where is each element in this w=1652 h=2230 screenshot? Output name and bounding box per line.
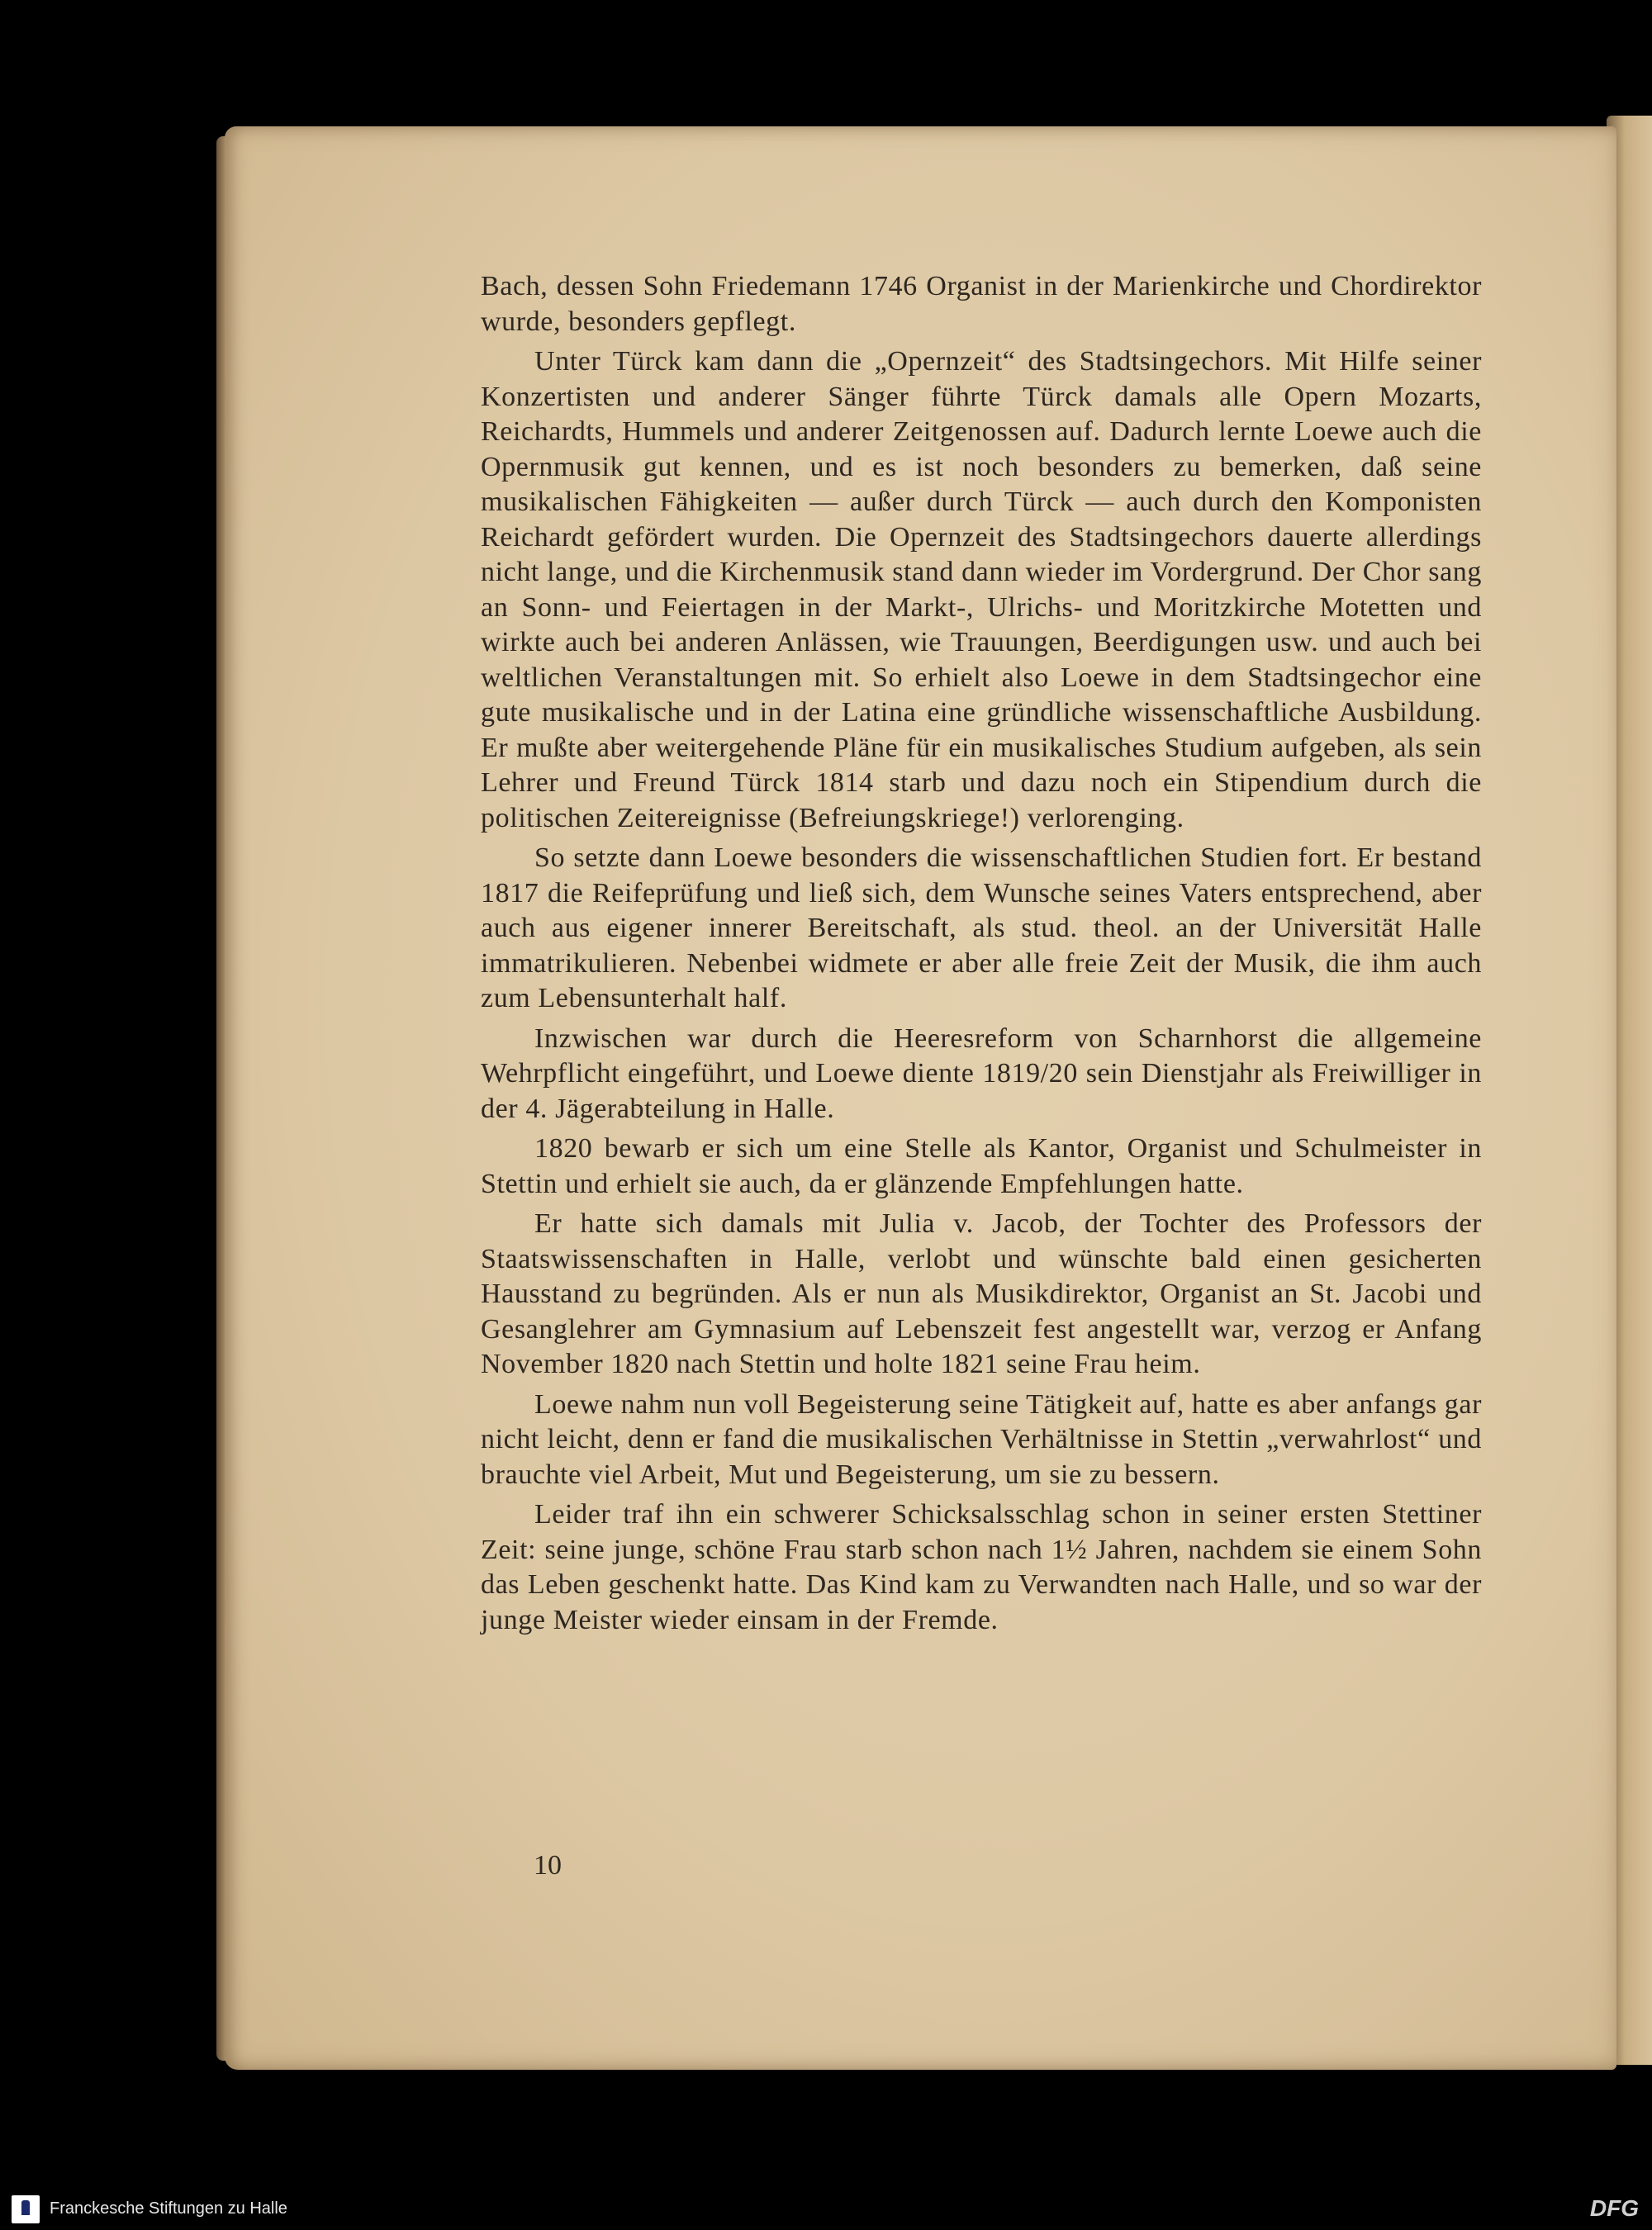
paragraph: 1820 bewarb er sich um eine Stelle als Kantor, Organist und Schulmeister in Stettin und erhielt sie auch, da er glänzende Empfehlungen hatte.: [481, 1133, 1482, 1199]
page-number: 10: [534, 1850, 562, 1881]
paragraph: So setzte dann Loewe besonders die wissenschaftlichen Studien fort. Er bestand 1817 die Reifeprüfung und ließ sich, dem Wunsche seines Vaters entsprechend, aber auch aus eigener innerer Bereitschaft, als stud. theol. an der Universität Halle immatrikulieren. Nebenbei widmete er aber alle freie Zeit der Musik, die ihm auch zum Lebensunterhalt half.: [481, 842, 1482, 1013]
franckesche-stiftungen-logo-icon[interactable]: [12, 2195, 40, 2223]
paragraph: Loewe nahm nun voll Begeisterung seine Tätigkeit auf, hatte es aber anfangs gar nicht leicht, denn er fand die musikalischen Verhältnisse in Stettin „verwahrlost“ und brauchte viel Arbeit, Mut und Begeisterung, um sie zu bessern.: [481, 1388, 1482, 1490]
viewer-footer: [0, 2189, 1652, 2230]
footer-institution-label: Franckesche Stiftungen zu Halle: [50, 2199, 287, 2218]
body-text: [481, 269, 1482, 1643]
paragraph: Inzwischen war durch die Heeresreform von Scharnhorst die allgemeine Wehrpflicht eingeführt, und Loewe diente 1819/20 sein Dienstjahr als Freiwilliger in der 4. Jägerabteilung in Halle.: [481, 1022, 1482, 1124]
dfg-logo[interactable]: DFG: [1589, 2195, 1639, 2221]
paragraph: Unter Türck kam dann die „Opernzeit“ des Stadtsingechors. Mit Hilfe seiner Konzertisten und anderer Sänger führte Türck damals alle Opern Mozarts, Reichardts, Hummels und anderer Zeitgenossen auf. Dadurch lernte Loewe auch die Opernmusik gut kennen, und es ist noch besonders zu bemerken, daß seine musikalischen Fähigkeiten — außer durch Türck — auch durch den Komponisten Reichardt gefördert wurden. Die Opernzeit des Stadtsingechors dauerte allerdings nicht lange, und die Kirchenmusik stand dann wieder im Vordergrund. Der Chor sang an Sonn- und Feiertagen in der Markt-, Ulrichs- und Moritzkirche Motetten und wirkte auch bei anderen Anlässen, wie Trauungen, Beerdigungen usw. und auch bei weltlichen Veranstaltungen mit. So erhielt also Loewe in dem Stadtsingechor eine gute musikalische und in der Latina eine gründliche wissenschaftliche Ausbildung. Er mußte aber weitergehende Pläne für ein musikalisches Studium aufgeben, als sein Lehrer und Freund Türck 1814 starb und dazu noch ein Stipendium durch die politischen Zeitereignisse (Befreiungskriege!) verlorenging.: [481, 346, 1482, 833]
paragraph: Er hatte sich damals mit Julia v. Jacob, der Tochter des Professors der Staatswissenschaften in Halle, verlobt und wünschte bald einen gesicherten Hausstand zu begründen. Als er nun als Musikdirektor, Organist an St. Jacobi und Gesanglehrer am Gymnasium auf Lebenszeit fest angestellt war, verzog er Anfang November 1820 nach Stettin und holte 1821 seine Frau heim.: [481, 1208, 1482, 1379]
paragraph: Leider traf ihn ein schwerer Schicksalsschlag schon in seiner ersten Stettiner Zeit: seine junge, schöne Frau starb schon nach 1½ Jahren, nachdem sie einem Sohn das Leben geschenkt hatte. Das Kind kam zu Verwandten nach Halle, und so war der junge Meister wieder einsam in der Fremde.: [481, 1499, 1482, 1635]
paragraph: Bach, dessen Sohn Friedemann 1746 Organist in der Marienkirche und Chordirektor wurde, besonders gepflegt.: [481, 271, 1482, 337]
